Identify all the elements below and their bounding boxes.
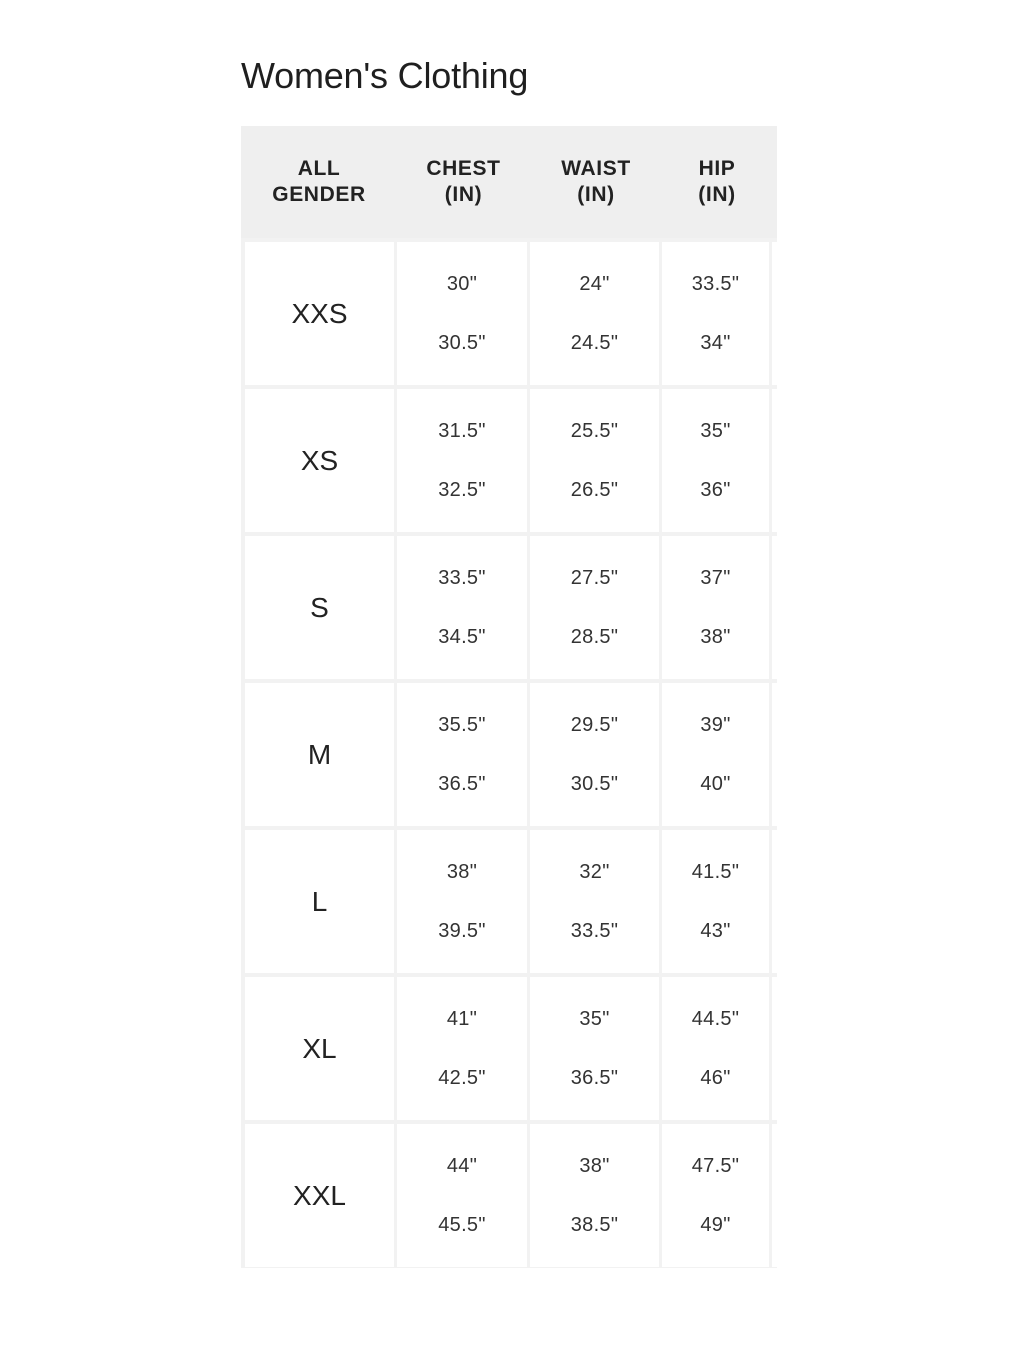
header-label-line1: WAIST (561, 157, 631, 180)
chest-cell (397, 977, 527, 1120)
waist-min-value: 38" (579, 1155, 610, 1177)
waist-min-value: 27.5" (570, 567, 619, 589)
table-row (241, 532, 777, 675)
chest-max-value: 34.5" (438, 626, 486, 648)
hip-max-value: 46" (700, 1067, 731, 1089)
waist-min-value: 35" (579, 1008, 610, 1030)
waist-min-value: 29.5" (570, 714, 619, 736)
hip-max-value: 36" (700, 479, 731, 501)
chest-max-value: 39.5" (438, 920, 486, 942)
hip-min-value: 35" (700, 420, 731, 442)
waist-cell (530, 536, 659, 679)
header-label-line2: (IN) (698, 183, 736, 206)
waist-max-value: 26.5" (570, 479, 619, 501)
hip-max-value: 40" (700, 773, 731, 795)
table-edge-cell (772, 1124, 777, 1267)
size-label: XL (245, 977, 394, 1120)
table-edge-cell (772, 536, 777, 679)
waist-cell (530, 389, 659, 532)
size-label: XS (245, 389, 394, 532)
waist-max-value: 38.5" (570, 1214, 619, 1236)
chest-min-value: 38" (446, 861, 478, 883)
table-row (241, 1120, 777, 1263)
header-label-line1: ALL (297, 157, 341, 180)
table-edge-cell (772, 830, 777, 973)
hip-cell (662, 389, 769, 532)
chest-cell (397, 242, 527, 385)
chest-max-value: 42.5" (438, 1067, 486, 1089)
waist-max-value: 36.5" (570, 1067, 619, 1089)
size-label: XXL (245, 1124, 394, 1267)
waist-cell (530, 977, 659, 1120)
header-label-line2: (IN) (444, 183, 483, 206)
table-edge-cell (772, 977, 777, 1120)
header-label-line2: (IN) (577, 183, 615, 206)
hip-min-value: 37" (700, 567, 731, 589)
hip-cell (662, 830, 769, 973)
table-edge-cell (772, 242, 777, 385)
waist-cell (530, 242, 659, 385)
table-row (241, 679, 777, 822)
hip-min-value: 41.5" (691, 861, 740, 883)
hip-cell (662, 977, 769, 1120)
waist-min-value: 25.5" (570, 420, 619, 442)
chest-min-value: 44" (446, 1155, 478, 1177)
waist-min-value: 32" (579, 861, 610, 883)
waist-cell (530, 830, 659, 973)
chest-max-value: 32.5" (438, 479, 486, 501)
hip-max-value: 49" (700, 1214, 731, 1236)
hip-max-value: 38" (700, 626, 731, 648)
hip-min-value: 39" (700, 714, 731, 736)
hip-cell (662, 242, 769, 385)
header-all-gender (241, 126, 397, 238)
waist-max-value: 24.5" (570, 332, 619, 354)
hip-cell (662, 536, 769, 679)
waist-min-value: 24" (579, 273, 610, 295)
chest-max-value: 30.5" (438, 332, 486, 354)
waist-max-value: 30.5" (570, 773, 619, 795)
waist-cell (530, 1124, 659, 1267)
hip-cell (662, 683, 769, 826)
hip-max-value: 43" (700, 920, 731, 942)
hip-min-value: 44.5" (691, 1008, 740, 1030)
size-label: S (245, 536, 394, 679)
waist-cell (530, 683, 659, 826)
table-row (241, 238, 777, 381)
header-hip (662, 126, 772, 238)
table-row (241, 973, 777, 1116)
chest-max-value: 45.5" (438, 1214, 486, 1236)
chest-cell (397, 1124, 527, 1267)
header-label-line2: GENDER (272, 183, 366, 206)
header-label-line1: CHEST (426, 157, 501, 180)
waist-max-value: 28.5" (570, 626, 619, 648)
table-row (241, 826, 777, 969)
size-table (241, 126, 777, 1268)
page-title: Women's Clothing (241, 55, 529, 96)
chest-min-value: 30" (446, 273, 478, 295)
chest-max-value: 36.5" (438, 773, 486, 795)
chest-min-value: 33.5" (438, 567, 486, 589)
chest-min-value: 35.5" (438, 714, 486, 736)
waist-max-value: 33.5" (570, 920, 619, 942)
table-row (241, 385, 777, 528)
chest-min-value: 41" (446, 1008, 478, 1030)
table-edge-cell (772, 683, 777, 826)
table-edge-cell (772, 389, 777, 532)
header-chest (397, 126, 530, 238)
chest-cell (397, 389, 527, 532)
chest-min-value: 31.5" (438, 420, 486, 442)
size-label: XXS (245, 242, 394, 385)
hip-min-value: 33.5" (691, 273, 740, 295)
table-header (241, 126, 777, 238)
header-waist (530, 126, 662, 238)
hip-cell (662, 1124, 769, 1267)
hip-min-value: 47.5" (691, 1155, 740, 1177)
chest-cell (397, 536, 527, 679)
header-label-line1: HIP (698, 157, 736, 180)
chest-cell (397, 830, 527, 973)
chest-cell (397, 683, 527, 826)
hip-max-value: 34" (700, 332, 731, 354)
size-label: M (245, 683, 394, 826)
size-label: L (245, 830, 394, 973)
